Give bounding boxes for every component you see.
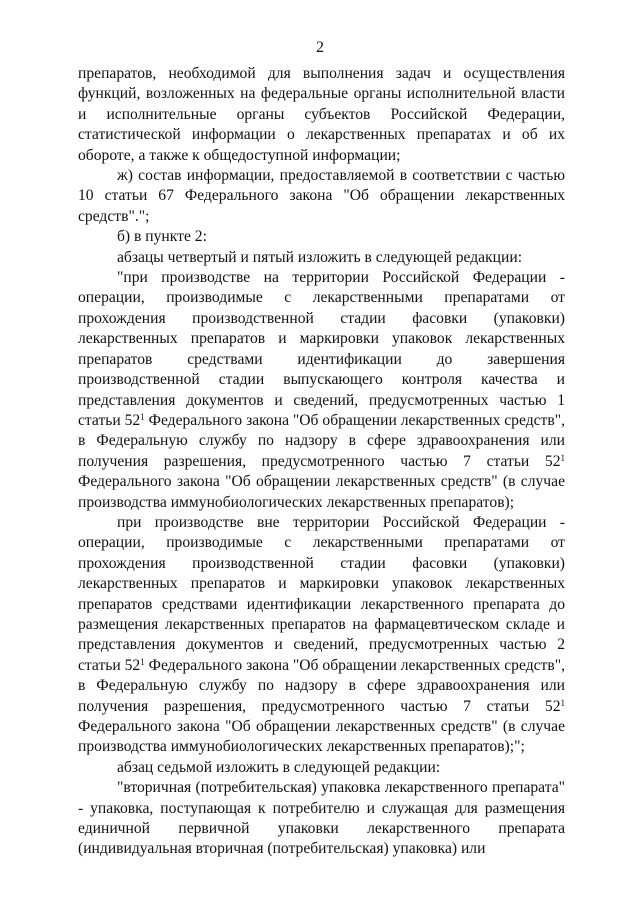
- superscript: 1: [560, 697, 565, 708]
- paragraph-text: Федерального закона "Об обращении лекарственных средств" (в случае производства иммунобиологических лекарственных препаратов);: [78, 473, 565, 511]
- paragraph: абзац седьмой изложить в следующей редакции:: [117, 758, 441, 776]
- page-number: 2: [316, 39, 324, 56]
- paragraph: [78, 513, 565, 758]
- paragraph: "вторичная (потребительская) упаковка лекарственного препарата" - упаковка, поступающая к потребителю и служащая для размещения единичной первичной упаковки лекарственного препарата (индивидуальная вторичная (потребительская) упаковка) или: [78, 779, 565, 858]
- document-body: [78, 64, 565, 860]
- paragraph-text: Федерального закона "Об обращении лекарственных средств", в Федеральную службу по надзору в сфере здравоохранения или получения разрешения, предусмотренного частью 7 статьи 52: [78, 411, 565, 470]
- paragraph: ж) состав информации, предоставляемой в соответствии с частью 10 статьи 67 Федерального закона "Об обращении лекарственных средств".";: [78, 167, 565, 225]
- paragraph: препаратов, необходимой для выполнения задач и осуществления функций, возложенных на федеральные органы исполнительной власти и исполнительные органы субъектов Российской Федерации, статистической информации о лекарственных препаратах и об их обороте, а также к общедоступной информации;: [78, 65, 565, 164]
- paragraph-text: "при производстве на территории Российской Федерации - операции, производимые с лекарственными препаратами от прохождения производственной стадии фасовки (упаковки) лекарственных препаратов и маркировки упаковок лекарственных препаратов средствами идентификации до завершения производственной стадии выпускающего контроля качества и представления документов и сведений, предусмотренных частью 1 статьи 52: [78, 269, 565, 429]
- paragraph-text: Федерального закона "Об обращении лекарственных средств", в Федеральную службу по надзору в сфере здравоохранения или получения разрешения, предусмотренного частью 7 статьи 52: [78, 656, 565, 715]
- paragraph: абзацы четвертый и пятый изложить в следующей редакции:: [117, 248, 523, 266]
- paragraph: [78, 268, 565, 513]
- superscript: 1: [140, 411, 145, 422]
- paragraph-text: Федерального закона "Об обращении лекарственных средств" (в случае производства иммунобиологических лекарственных препаратов);";: [78, 718, 565, 756]
- paragraph: б) в пункте 2:: [117, 228, 207, 246]
- superscript: 1: [140, 656, 145, 667]
- superscript: 1: [560, 452, 565, 463]
- paragraph-text: при производстве вне территории Российской Федерации - операции, производимые с лекарственными препаратами от прохождения производственной стадии фасовки (упаковки) лекарственных препаратов и маркировки упаковок лекарственных препаратов средствами идентификации лекарственного препарата до размещения лекарственных препаратов на фармацевтическом складе и представления документов и сведений, предусмотренных частью 2 статьи 52: [78, 513, 565, 674]
